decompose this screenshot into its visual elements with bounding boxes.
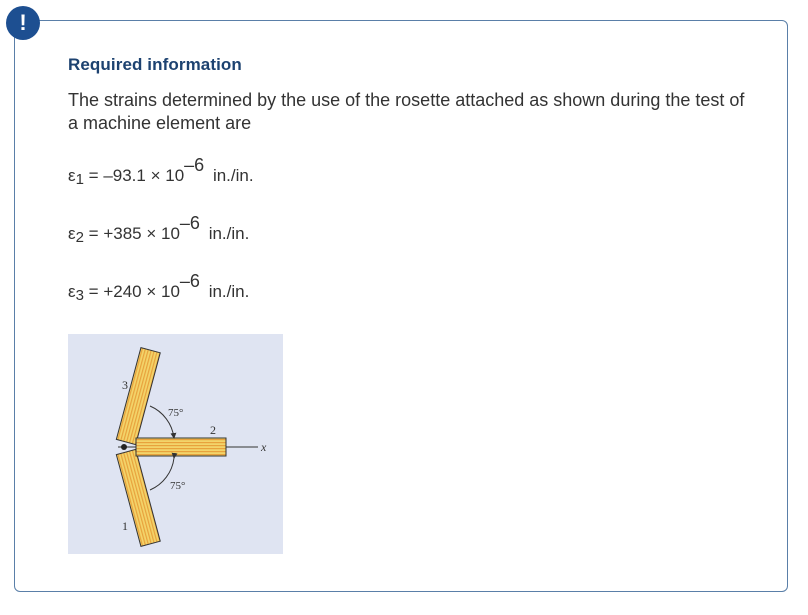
strain-equation-2: ε2 = +385 × 10–6 in./in. [68, 213, 250, 246]
intro-text: The strains determined by the use of the rosette attached as shown during the test of a machine element are [68, 90, 745, 133]
origin-dot [121, 444, 127, 450]
strain-equation-3: ε3 = +240 × 10–6 in./in. [68, 271, 250, 304]
card-title: Required information [68, 55, 242, 74]
axis-label-x: x [261, 440, 267, 454]
gauge-label-1: 1 [122, 519, 128, 533]
gauge-2 [136, 438, 226, 456]
strain-rosette-figure [68, 334, 283, 554]
gauge-3 [116, 348, 160, 445]
angle-label-bottom: 75° [170, 480, 186, 492]
gauge-label-2: 2 [210, 423, 216, 437]
exclamation-icon: ! [6, 6, 40, 40]
gauge-label-3: 3 [122, 378, 128, 392]
strain-equation-1: ε1 = –93.1 × 10–6 in./in. [68, 155, 254, 188]
rosette-diagram [68, 334, 283, 554]
required-information-card [14, 20, 788, 592]
angle-label-top: 75° [168, 407, 184, 419]
